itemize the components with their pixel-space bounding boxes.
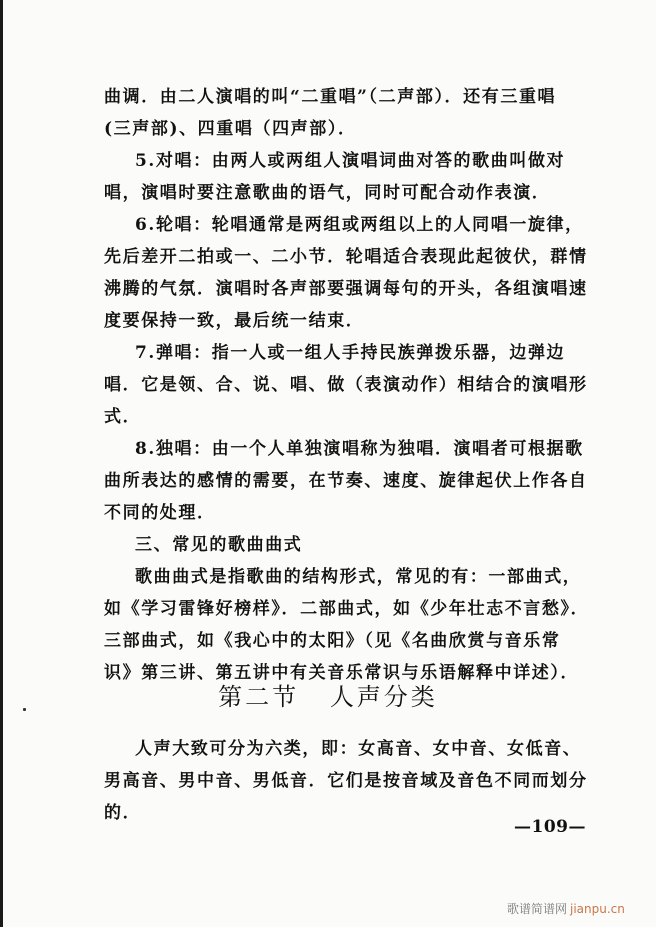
text-line: 度要保持一致，最后统一结束．	[104, 311, 365, 331]
text-line: 的．	[104, 803, 142, 823]
text-line: 识》第三讲、第五讲中有关音乐常识与乐语解释中详述）．	[104, 663, 580, 683]
page-number: —109—	[514, 817, 586, 837]
text-line: 唱，演唱时要注意歌曲的语气，同时可配合动作表演．	[104, 183, 551, 203]
text-line: 沸腾的气氛．演唱时各声部要强调每句的开头，各组演唱速	[104, 279, 588, 299]
text-line: 曲所表达的感情的需要，在节奏、速度、旋律起伏上作各自	[104, 471, 588, 491]
text-line: 如《学习雷锋好榜样》．二部曲式，如《少年壮志不言愁》．	[104, 599, 590, 619]
text-line: 男高音、男中音、男低音．它们是按音域及音色不同而划分	[104, 771, 588, 791]
text-line: 人声大致可分为六类，即：女高音、女中音、女低音、	[135, 739, 582, 759]
subsection-heading: 三、常见的歌曲曲式	[135, 535, 303, 555]
watermark	[507, 900, 625, 917]
text-line-item-7: 7.弹唱：指一人或一组人手持民族弹拨乐器，边弹边	[135, 343, 566, 363]
watermark-site: 歌谱简谱网	[507, 902, 568, 916]
watermark-url: jianpu.cn	[570, 902, 625, 916]
text-line: 曲调．由二人演唱的叫“二重唱”（二声部）．还有三重唱	[104, 87, 557, 107]
text-line: 先后差开二拍或一、二小节．轮唱适合表现此起彼伏，群情	[104, 247, 588, 267]
text-line: 唱．它是领、合、说、唱、做（表演动作）相结合的演唱形	[104, 375, 588, 395]
text-line: 不同的处理．	[104, 503, 216, 523]
text-line-item-8: 8.独唱：由一个人单独演唱称为独唱．演唱者可根据歌	[135, 439, 584, 459]
text-line: 式．	[104, 407, 142, 427]
text-line: 三部曲式，如《我心中的太阳》（见《名曲欣赏与音乐常	[104, 631, 561, 651]
text-line: (三声部)、四重唱（四声部）．	[104, 119, 357, 139]
text-line-item-6: 6.轮唱：轮唱通常是两组或两组以上的人同唱一旋律，	[135, 215, 584, 235]
text-line: 歌曲曲式是指歌曲的结构形式，常见的有：一部曲式，	[135, 567, 582, 587]
scan-speck	[23, 708, 26, 711]
text-line-item-5: 5.对唱：由两人或两组人演唱词曲对答的歌曲叫做对	[135, 151, 566, 171]
section-title: 人声分类	[329, 683, 438, 711]
section-number: 第二节	[218, 683, 300, 711]
page-edge-border	[0, 0, 3, 927]
section-heading	[0, 677, 656, 712]
